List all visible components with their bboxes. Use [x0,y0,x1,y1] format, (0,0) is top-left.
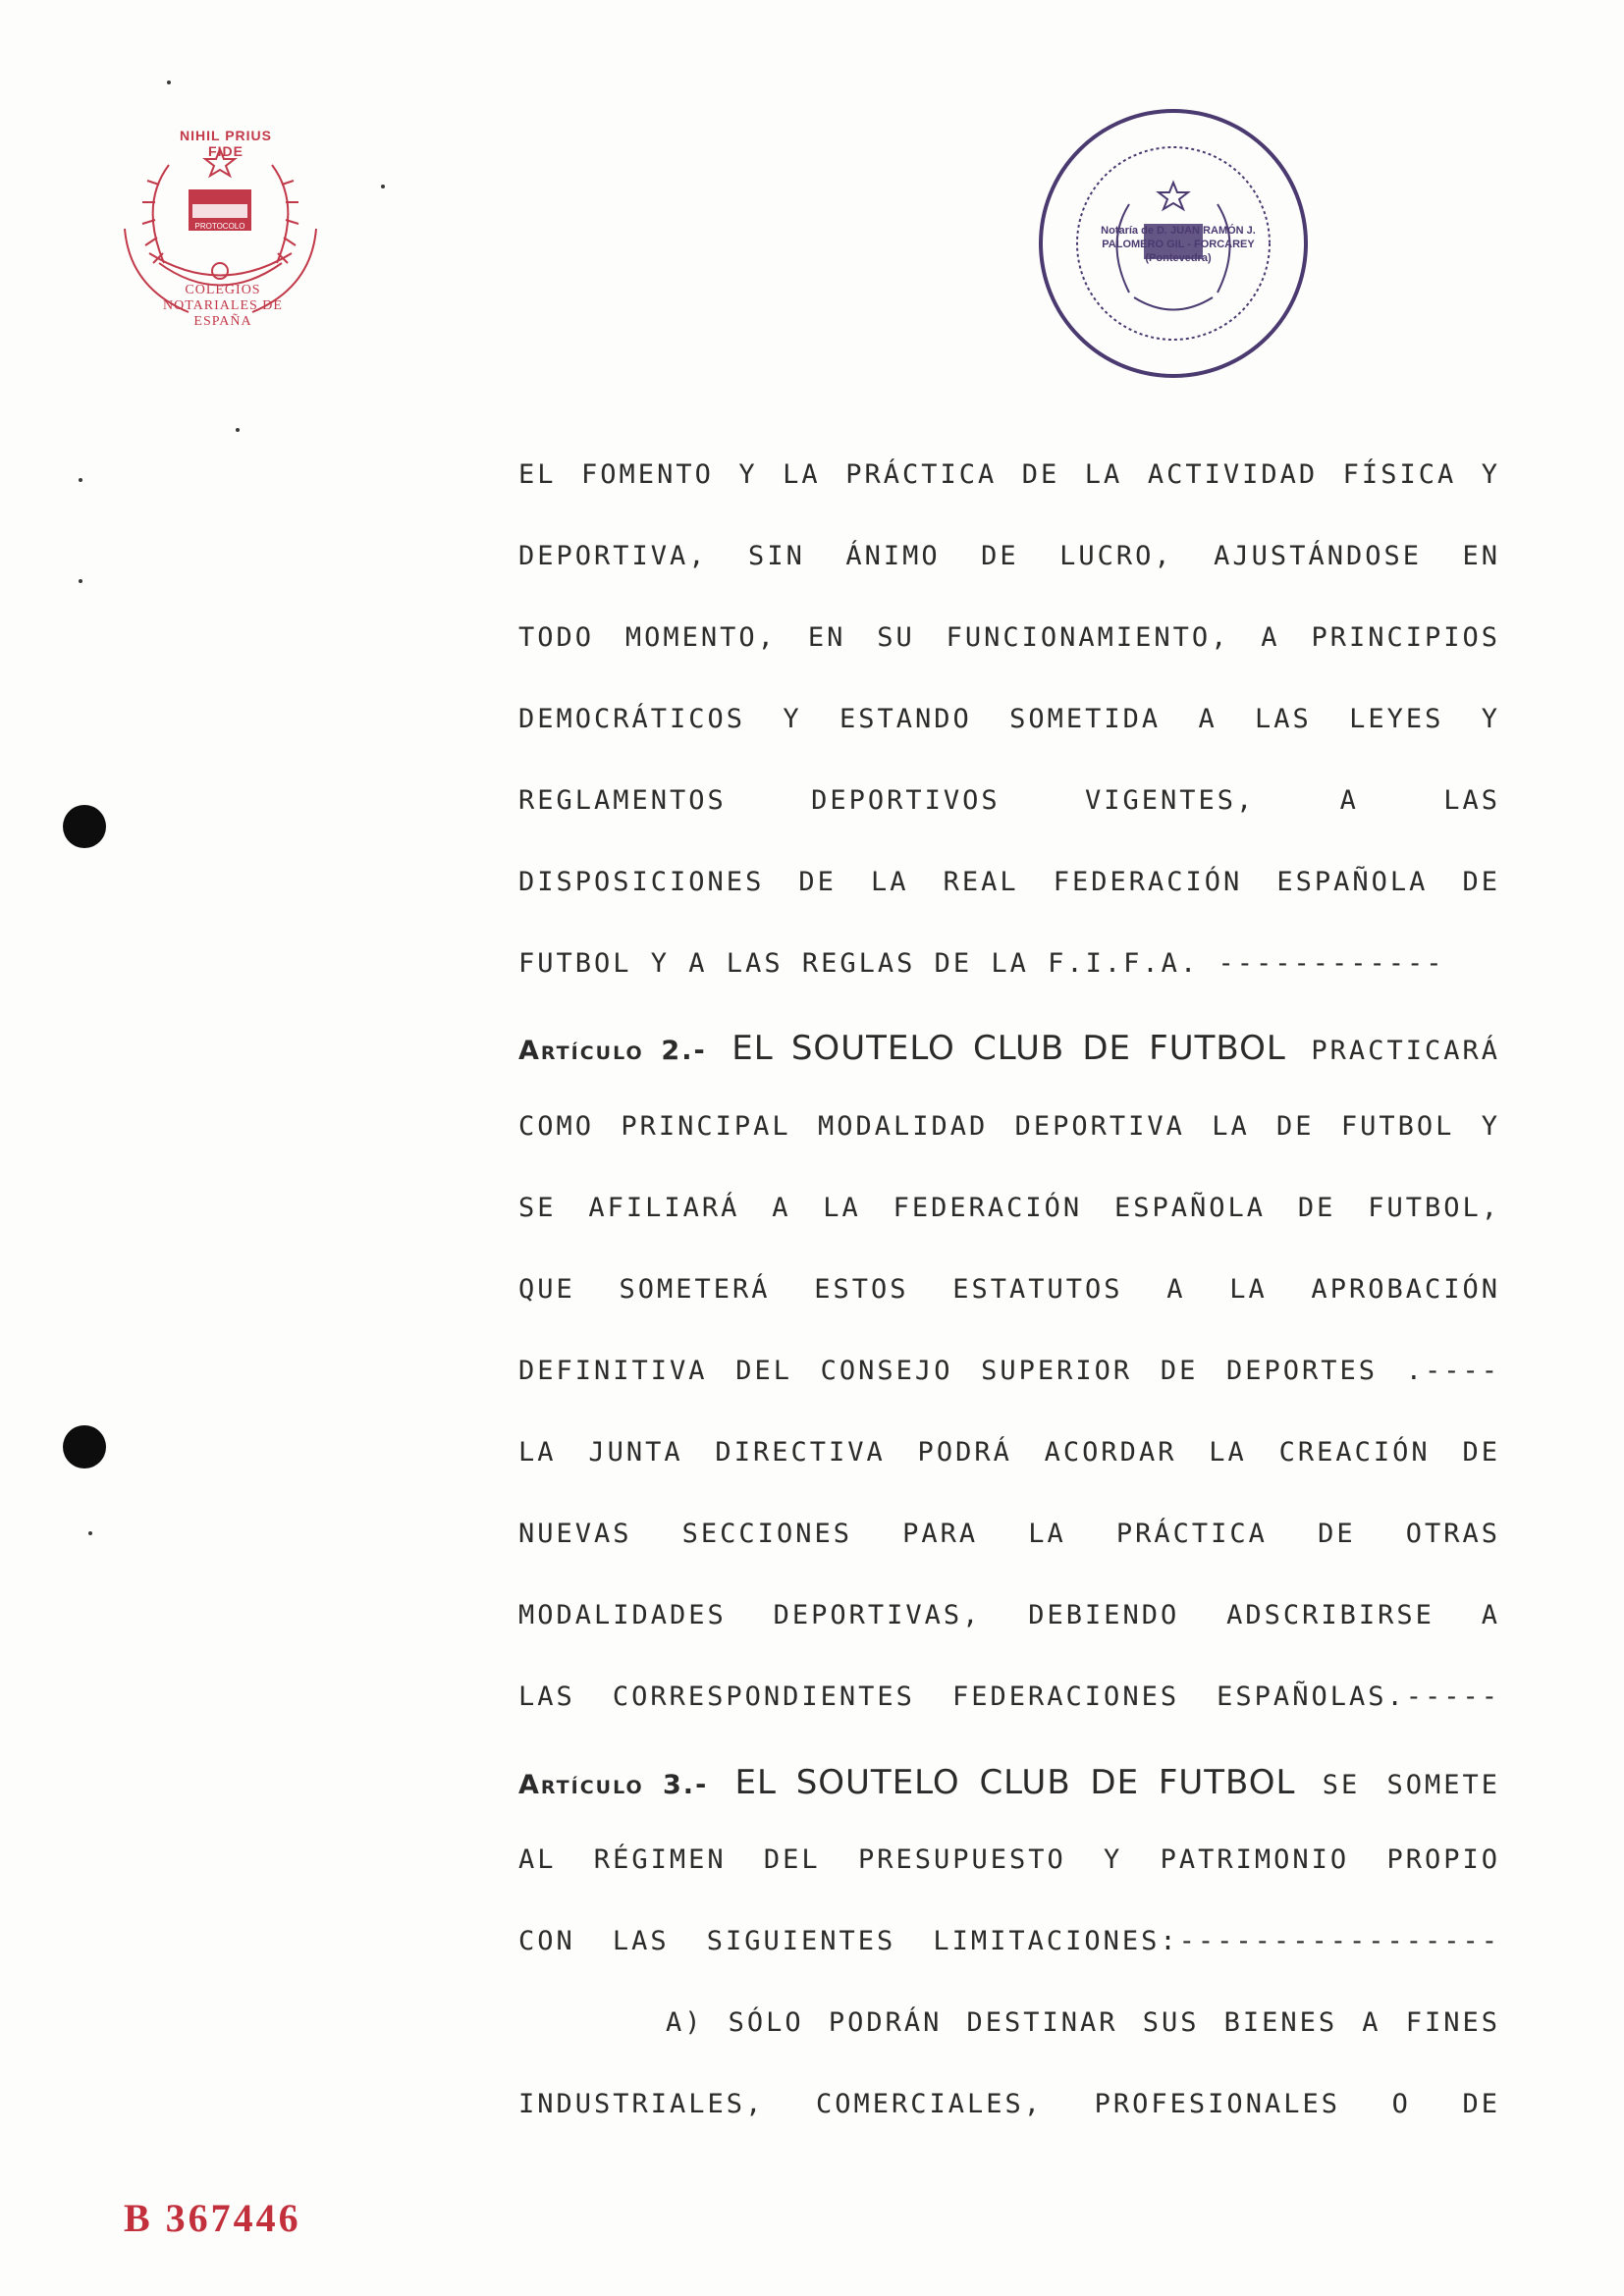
text-line: DISPOSICIONES DE LA REAL FEDERACIÓN ESPAÑOLA DE [518,867,1500,897]
text-line: CON LAS SIGUIENTES LIMITACIONES:----------------- [518,1926,1500,1956]
article-3-club-name: EL SOUTELO CLUB DE FUTBOL [734,1763,1296,1802]
article-3-heading-line [518,1763,1500,1802]
text-line: LA JUNTA DIRECTIVA PODRÁ ACORDAR LA CREACIÓN DE [518,1437,1500,1468]
punch-hole-upper [63,805,106,848]
text-line: AL RÉGIMEN DEL PRESUPUESTO Y PATRIMONIO PROPIO [518,1844,1500,1875]
text-line: DEFINITIVA DEL CONSEJO SUPERIOR DE DEPORTES .---- [518,1356,1500,1386]
svg-text:PROTOCOLO: PROTOCOLO [194,222,245,231]
text-line: COMO PRINCIPAL MODALIDAD DEPORTIVA LA DE FUTBOL Y [518,1111,1500,1142]
item-a-line: A) SÓLO PODRÁN DESTINAR SUS BIENES A FINES [666,2007,1500,2038]
emblem-motto: NIHIL PRIUS FIDE [180,128,272,159]
text-line: MODALIDADES DEPORTIVAS, DEBIENDO ADSCRIBIRSE A [518,1600,1500,1630]
text-line: QUE SOMETERÁ ESTOS ESTATUTOS A LA APROBACIÓN [518,1274,1500,1305]
text-line: LAS CORRESPONDIENTES FEDERACIONES ESPAÑOLAS.----- [518,1682,1500,1712]
text-line: TODO MOMENTO, EN SU FUNCIONAMIENTO, A PRINCIPIOS [518,622,1500,653]
speck [236,428,240,432]
article-2-label: Artículo 2.- [518,1036,707,1066]
emblem-caption: COLEGIOS NOTARIALES DE ESPAÑA [163,283,283,329]
text-line: FUTBOL Y A LAS REGLAS DE LA F.I.F.A. ------------ [518,948,1445,979]
text-line: INDUSTRIALES, COMERCIALES, PROFESIONALES O DE [518,2089,1500,2119]
punch-hole-lower [63,1425,106,1468]
article-2-club-name: EL SOUTELO CLUB DE FUTBOL [731,1029,1286,1068]
article-2-rest: PRACTICARÁ [1311,1036,1500,1066]
notary-stamp [1026,96,1330,391]
speck [79,579,82,583]
text-line: SE AFILIARÁ A LA FEDERACIÓN ESPAÑOLA DE FUTBOL, [518,1193,1500,1223]
article-3-rest: SE SOMETE [1322,1770,1500,1800]
colegios-notariales-emblem [110,126,331,329]
article-3-label: Artículo 3.- [518,1770,709,1800]
speck [167,80,171,84]
text-line: REGLAMENTOS DEPORTIVOS VIGENTES, A LAS [518,785,1500,816]
stamp-ring-text: Notaría de D. JUAN RAMÓN J. PALOMERO GIL - FORCAREY (Pontevedra) [1101,225,1256,264]
text-line: DEPORTIVA, SIN ÁNIMO DE LUCRO, AJUSTÁNDOSE EN [518,541,1500,571]
text-line: EL FOMENTO Y LA PRÁCTICA DE LA ACTIVIDAD FÍSICA Y [518,459,1500,490]
text-line: NUEVAS SECCIONES PARA LA PRÁCTICA DE OTRAS [518,1519,1500,1549]
speck [88,1531,92,1535]
speck [381,185,385,188]
speck [79,478,82,482]
article-2-heading-line [518,1029,1500,1068]
text-line: DEMOCRÁTICOS Y ESTANDO SOMETIDA A LAS LEYES Y [518,704,1500,734]
document-serial-number: B 367446 [124,2196,301,2240]
